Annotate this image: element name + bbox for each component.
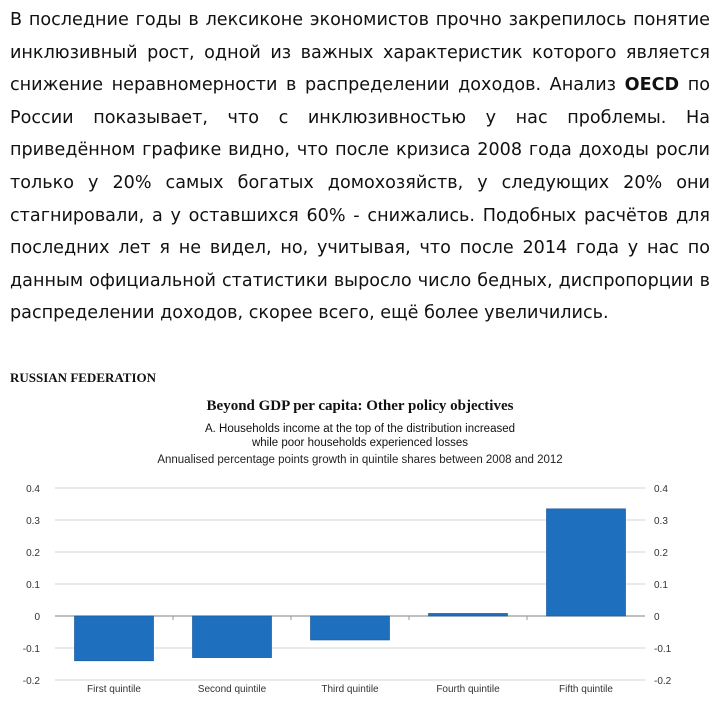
bar-chart [0, 470, 720, 719]
bar-layer [74, 509, 625, 661]
y-tick-label-left: 0 [34, 612, 40, 623]
article-paragraph [10, 4, 710, 330]
y-tick-label-left: 0.2 [26, 548, 40, 559]
y-tick-label-left: 0.3 [26, 516, 40, 527]
article-text [10, 4, 710, 330]
y-tick-label-right: 0.1 [654, 580, 668, 591]
left-axis [23, 484, 41, 687]
y-tick-label-right: 0.2 [654, 548, 668, 559]
x-category-label: Fourth quintile [436, 684, 500, 695]
y-tick-label-left: -0.1 [22, 644, 40, 655]
y-tick-label-left: 0.4 [26, 484, 40, 495]
chart-subtitle: Annualised percentage points growth in quintile shares between 2008 and 2012 [157, 454, 563, 466]
x-category-label: Second quintile [197, 684, 267, 695]
country-label: RUSSIAN FEDERATION [10, 370, 157, 385]
bar-fifth-quintile [546, 509, 625, 616]
x-category-label: First quintile [87, 684, 141, 695]
chart-title: Beyond GDP per capita: Other policy objectives [206, 398, 514, 414]
x-category-label: Third quintile [321, 684, 379, 695]
panel-title [0, 422, 720, 450]
y-tick-label-right: 0 [654, 612, 660, 623]
bar-first-quintile [74, 616, 153, 661]
y-tick-label-right: -0.2 [654, 676, 672, 687]
y-tick-label-right: -0.1 [654, 644, 672, 655]
panel-title-line-2: while poor households experienced losses [251, 437, 469, 449]
right-axis [654, 484, 672, 687]
bar-fourth-quintile [428, 613, 507, 616]
y-tick-label-left: 0.1 [26, 580, 40, 591]
article-text-part-1: В последние годы в лексиконе экономистов прочно закрепилось понятие инклюзивный рост, одной из важных характеристик которого является снижение неравномерности в распределении доходов. Анализ [10, 10, 710, 96]
oecd-bold-text: OECD [624, 75, 680, 96]
x-category-label: Fifth quintile [559, 684, 613, 695]
bar-third-quintile [310, 616, 389, 640]
y-tick-label-left: -0.2 [22, 676, 40, 687]
y-tick-label-right: 0.4 [654, 484, 668, 495]
y-tick-label-right: 0.3 [654, 516, 668, 527]
article-text-part-2: по России показывает, что с инклюзивностью у нас проблемы. На приведённом графике видно, что после кризиса 2008 года доходы росли только у 20% самых богатых домохозяйств, у следующих 20% они стагнировали, а у оставшихся 60% - снижались. Подобных расчётов для последних лет я не видел, но, учитывая, что после 2014 года у нас по данным официальной статистики выросло число бедных, диспропорции в распределении доходов, скорее всего, ещё более увеличились. [10, 75, 710, 324]
bar-second-quintile [192, 616, 271, 658]
panel-title-line-1: A. Households income at the top of the distribution increased [204, 423, 516, 435]
